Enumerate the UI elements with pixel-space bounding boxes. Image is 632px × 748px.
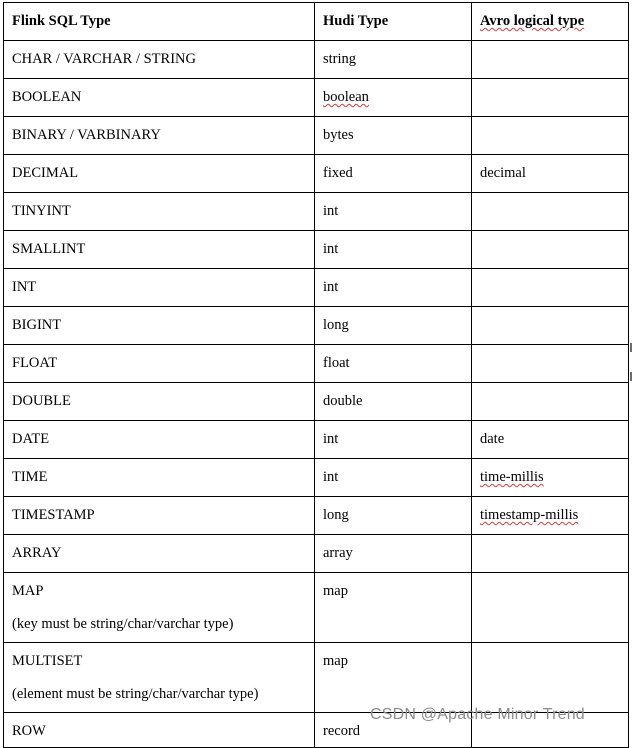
note-text: (element must be string/char/varchar type) [12,686,259,702]
table-row [4,155,629,193]
watermark: CSDN @Apache Minor Trend [370,706,585,723]
cell-avro-type-text: timestamp-millis [480,507,579,523]
cell-hudi-type: int [315,459,472,497]
cell-flink-type: BOOLEAN [4,79,315,117]
cell-avro-type [472,231,629,269]
cell-avro-type [472,193,629,231]
cell-flink-type: DATE [4,421,315,459]
cell-hudi-type: fixed [315,155,472,193]
cell-flink-type-note [12,616,306,633]
header-flink-sql-type: Flink SQL Type [4,3,315,41]
table-row [4,193,629,231]
cell-avro-type [472,41,629,79]
cell-hudi-type: string [315,41,472,79]
cell-avro-type [472,307,629,345]
cell-hudi-type: bytes [315,117,472,155]
cell-avro-type [472,345,629,383]
table-row [4,421,629,459]
cell-flink-type-text: MAP [12,583,44,599]
type-mapping-table [3,2,629,748]
cell-avro-type [472,535,629,573]
table-row [4,269,629,307]
table-header-row [4,3,629,41]
cell-hudi-type: int [315,269,472,307]
cell-flink-type: DOUBLE [4,383,315,421]
table-row [4,497,629,535]
cell-flink-type [4,573,315,643]
table-row [4,643,629,713]
cell-flink-type-note [12,686,306,703]
cell-avro-type: date [472,421,629,459]
table-row [4,307,629,345]
header-hudi-type: Hudi Type [315,3,472,41]
cell-avro-type [472,117,629,155]
cell-flink-type: SMALLINT [4,231,315,269]
cell-hudi-type: long [315,307,472,345]
cell-avro-type-text: time-millis [480,469,544,485]
cell-hudi-type [315,79,472,117]
cell-flink-type: ROW [4,713,315,748]
cell-flink-type: BINARY / VARBINARY [4,117,315,155]
cell-hudi-type: map [315,643,472,713]
cell-flink-type [4,643,315,713]
cell-avro-type [472,269,629,307]
cell-flink-type: ARRAY [4,535,315,573]
table-row [4,573,629,643]
cell-hudi-type: int [315,193,472,231]
header-avro-logical-type-text: Avro logical type [480,13,585,29]
cell-flink-type-text: MULTISET [12,653,83,669]
cell-avro-type [472,383,629,421]
cell-flink-type: FLOAT [4,345,315,383]
table-row [4,459,629,497]
cell-hudi-type: array [315,535,472,573]
cell-hudi-type: int [315,421,472,459]
cell-avro-type: decimal [472,155,629,193]
cell-avro-type [472,643,629,713]
cell-hudi-type: long [315,497,472,535]
cell-avro-type [472,459,629,497]
cell-flink-type: TINYINT [4,193,315,231]
table-row [4,345,629,383]
table-row [4,535,629,573]
table-row [4,79,629,117]
cell-hudi-type: int [315,231,472,269]
cell-flink-type: TIME [4,459,315,497]
table-row [4,383,629,421]
cell-hudi-type: double [315,383,472,421]
table-row [4,41,629,79]
cell-flink-type: DECIMAL [4,155,315,193]
cell-flink-type: TIMESTAMP [4,497,315,535]
cell-flink-type: BIGINT [4,307,315,345]
cell-flink-type: CHAR / VARCHAR / STRING [4,41,315,79]
cell-hudi-type: record [315,713,472,748]
cell-avro-type [472,79,629,117]
cell-flink-type: INT [4,269,315,307]
cell-hudi-type: float [315,345,472,383]
cell-hudi-type-text: boolean [323,89,369,105]
cell-avro-type [472,573,629,643]
header-avro-logical-type [472,3,629,41]
note-text: (key must be string/char/varchar type) [12,616,234,632]
cell-hudi-type: map [315,573,472,643]
table-row [4,117,629,155]
table-row [4,231,629,269]
cell-avro-type [472,497,629,535]
